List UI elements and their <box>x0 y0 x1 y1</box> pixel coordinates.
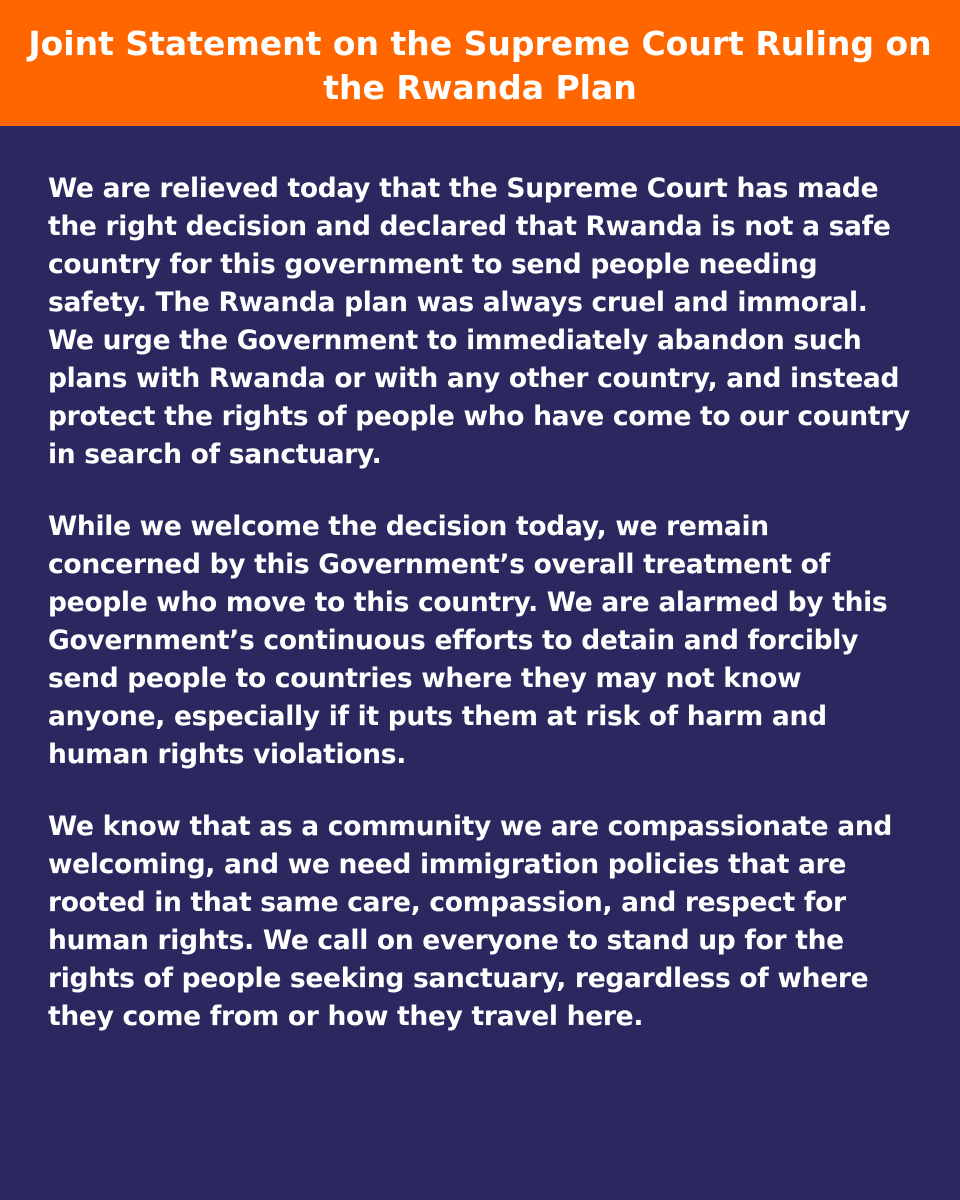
paragraph-concerns: While we welcome the decision today, we remain concerned by this Government’s overall treatment of people who move to this country. We are alarmed by this Government’s continuous efforts to detain and forcibly send people to countries where they may not know anyone, especially if it puts them at risk of harm and human rights violations. <box>48 511 888 770</box>
page-title: Joint Statement on the Supreme Court Ruling on the Rwanda Plan <box>28 24 932 107</box>
statement-body <box>48 170 920 1070</box>
paragraph-call-to-action: We know that as a community we are compassionate and welcoming, and we need immigration policies that are rooted in that same care, compassion, and respect for human rights. We call on everyone to stand up for the rights of people seeking sanctuary, regardless of where they come from or how they travel here. <box>48 811 893 1032</box>
header-banner <box>0 0 960 126</box>
paragraph-ruling: We are relieved today that the Supreme Court has made the right decision and declared that Rwanda is not a safe country for this government to send people needing safety. The Rwanda plan was always cruel and immoral. We urge the Government to immediately abandon such plans with Rwanda or with any other country, and instead protect the rights of people who have come to our country in search of sanctuary. <box>48 173 910 470</box>
